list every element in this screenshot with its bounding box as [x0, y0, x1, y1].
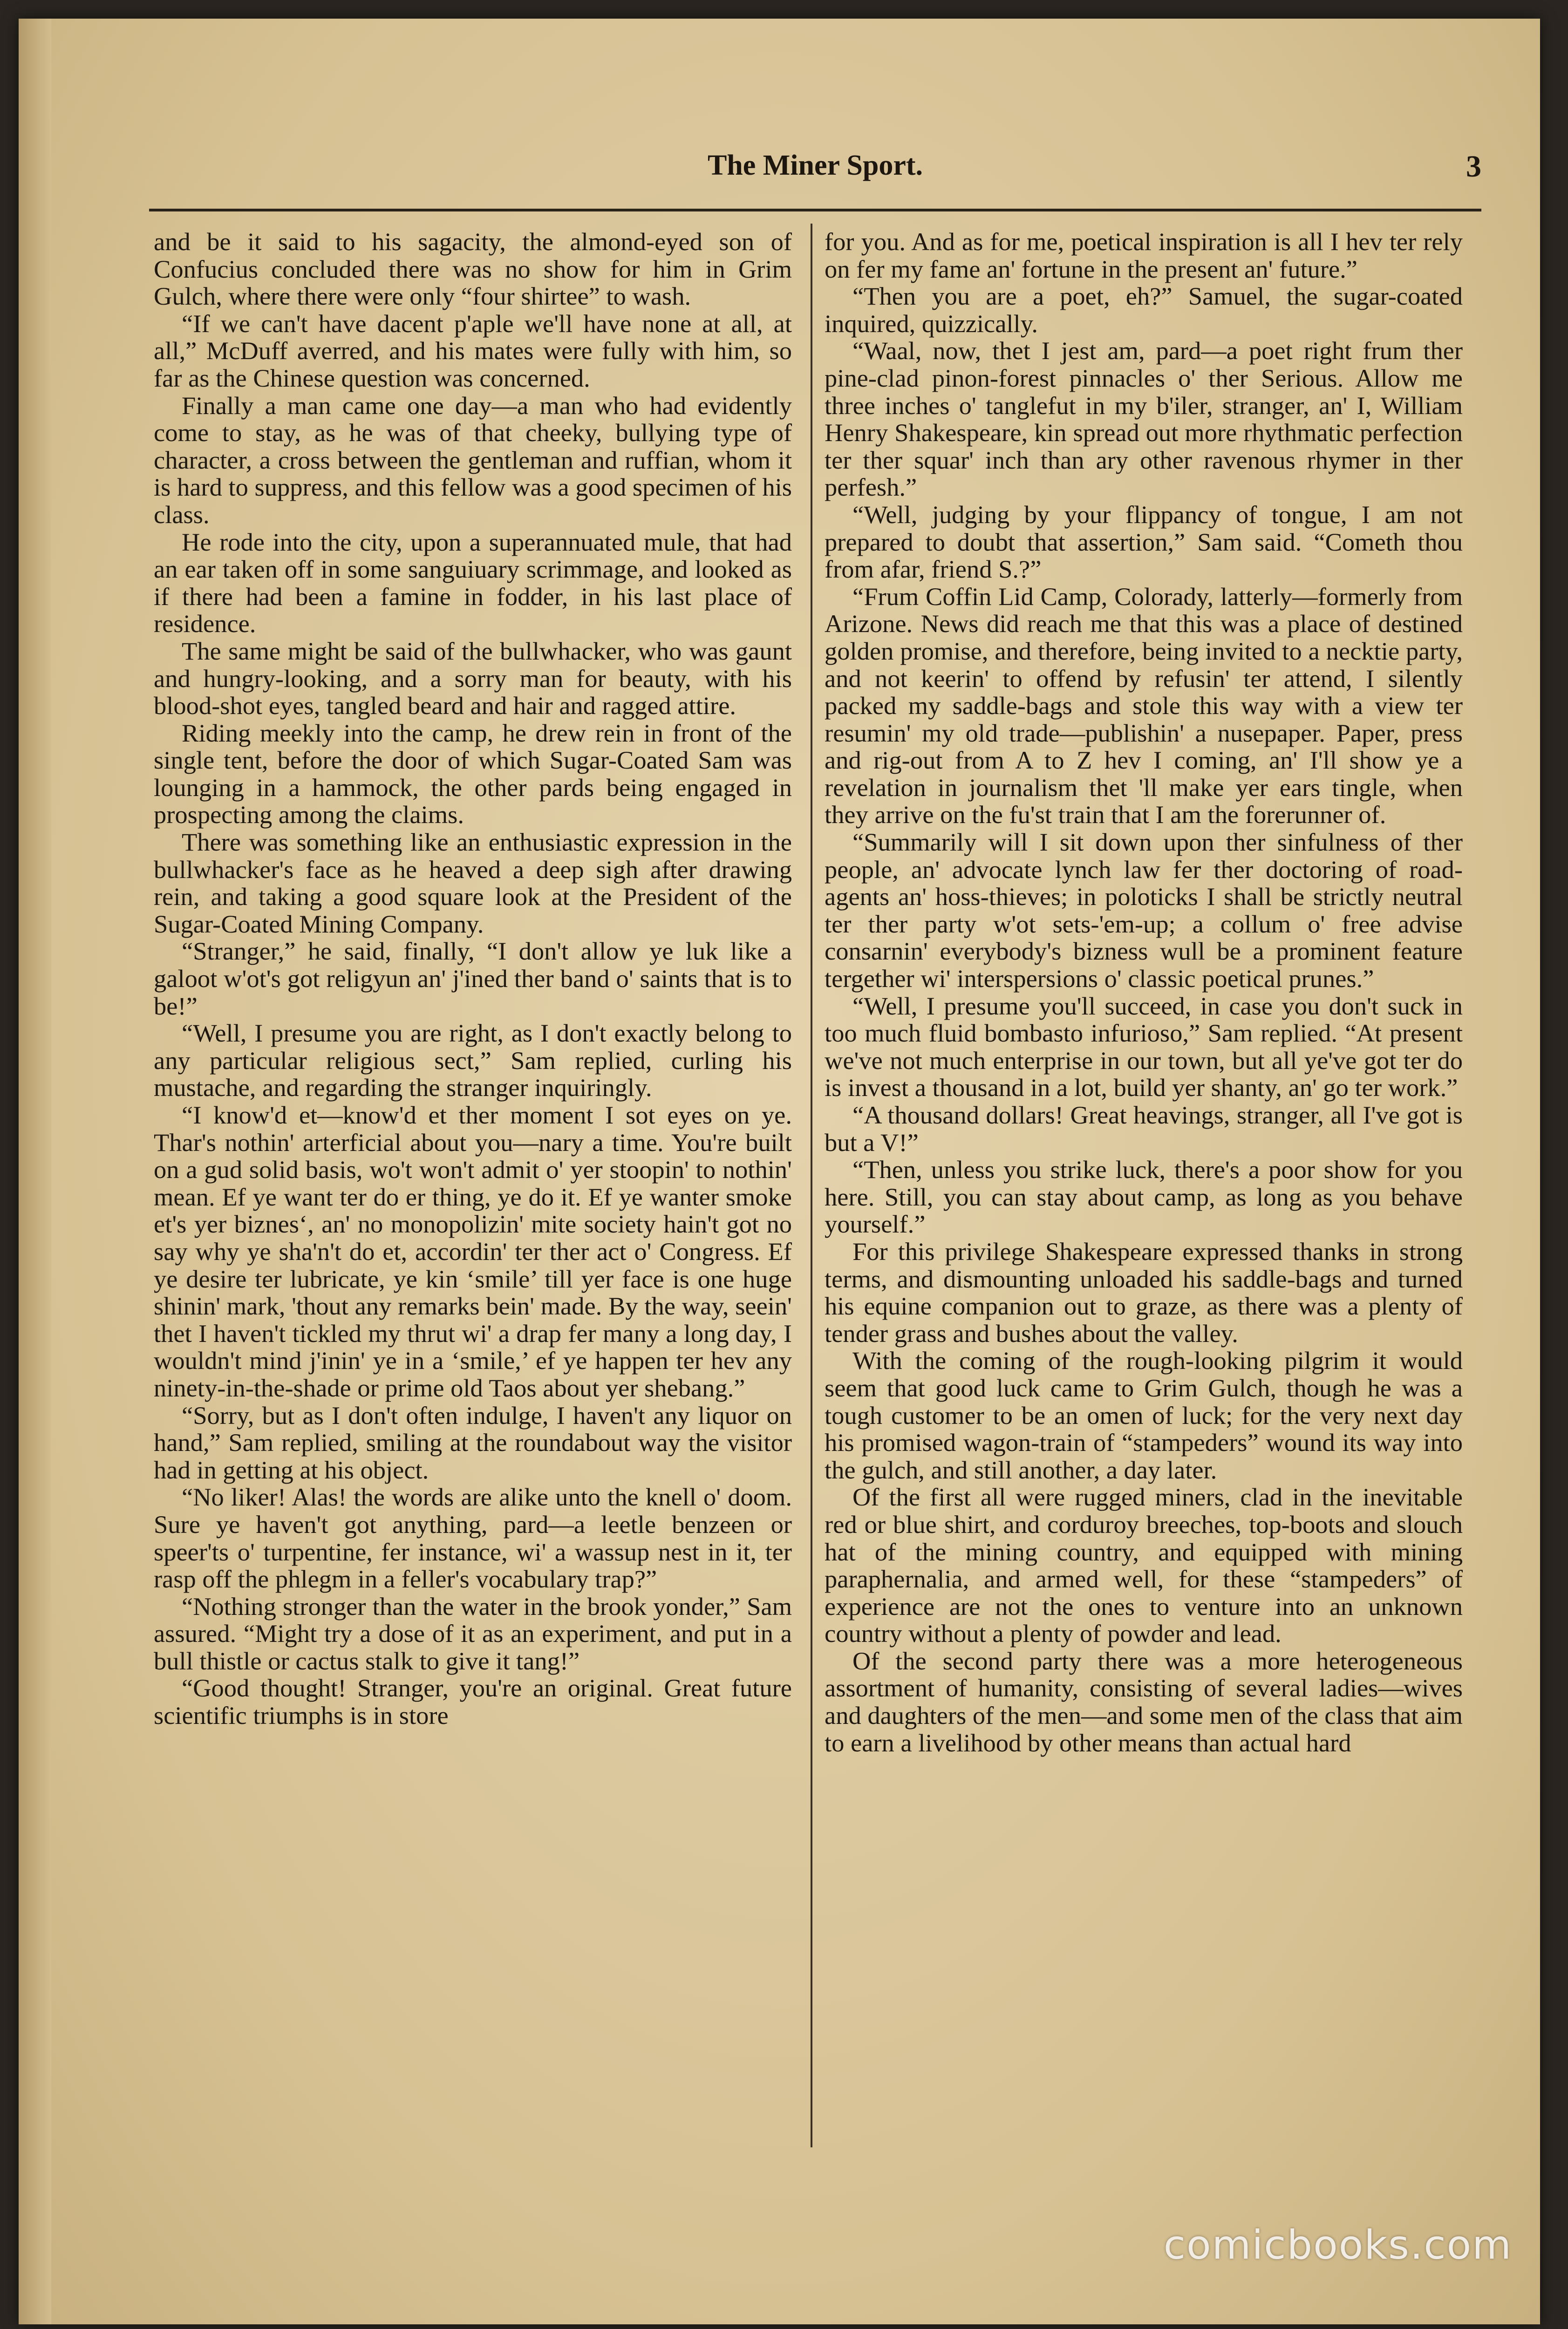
paragraph: “Stranger,” he said, finally, “I don't allow ye luk like a galoot w'ot's got religyun an' j'ined ther band o' saints that is to be!”	[154, 937, 792, 1020]
paragraph: “Waal, now, thet I jest am, pard—a poet right frum ther pine-clad pinon-forest pinnacles o' ther Serious. Allow me three inches o' tanglefut in my b'iler, stranger, an' I, William Henry Shakespeare, kin spread out more rhythmatic perfection ter ther squar' inch than ary other ravenous rhymer in ther perfesh.”	[825, 336, 1463, 502]
book-page	[19, 19, 1540, 2324]
paragraph: for you. And as for me, poetical inspiration is all I hev ter rely on fer my fame an' fortune in the present an' future.”	[825, 227, 1463, 283]
running-header	[149, 149, 1481, 205]
paragraph: “I know'd et—know'd et ther moment I sot eyes on ye. Thar's nothin' arterficial about you—nary a time. You're built on a gud solid basis, wo't won't admit o' yer stoopin' to nothin' mean. Ef ye want ter do er thing, ye do it. Ef ye wanter smoke et's yer biznesʻ, an' no monopolizin' mite society hain't got no say why ye sha'n't do et, accordin' ter ther act o' Congress. Ef ye desire ter lubricate, ye kin ‘smile’ till yer face is one huge shinin' mark, 'thout any remarks bein' made. By the way, seein' thet I haven't tickled my thrut wi' a drap fer many a long day, I wouldn't mind j'inin' ye in a ‘smile,’ ef ye happen ter hev any ninety-in-the-shade or prime old Taos about yer shebang.”	[154, 1101, 792, 1402]
page-spine	[19, 19, 51, 2324]
paragraph: “Frum Coffin Lid Camp, Colorady, latterly—formerly from Arizone. News did reach me that this was a place of destined golden promise, and therefore, being invited to a necktie party, and not keerin' to offend by refusin' ter attend, I silently packed my saddle-bags and stole this way with a view ter resumin' my old trade—publishin' a nusepaper. Paper, press and rig-out from A to Z hev I coming, an' I'll show ye a revelation in journalism thet 'll make yer ears tingle, when they arrive on the fu'st train that I am the forerunner of.	[825, 582, 1463, 829]
paragraph: Finally a man came one day—a man who had evidently come to stay, as he was of that cheeky, bullying type of character, a cross between the gentleman and ruffian, whom it is hard to suppress, and this fellow was a good specimen of his class.	[154, 391, 792, 529]
paragraph: “Well, I presume you'll succeed, in case you don't suck in too much fluid bombasto infurioso,” Sam replied. “At present we've not much enterprise in our town, but all ye've got ter do is invest a thousand in a lot, build yer shanty, an' go ter work.”	[825, 991, 1463, 1102]
site-watermark: comicbooks.com	[1163, 2222, 1512, 2268]
paragraph: “Good thought! Stranger, you're an original. Great future scientific triumphs is in store	[154, 1674, 792, 1730]
paragraph: “No liker! Alas! the words are alike unto the knell o' doom. Sure ye haven't got anything, pard—a leetle benzeen or speer'ts o' turpentine, fer instance, wi' a wassup nest in it, ter rasp off the phlegm in a feller's vocabulary trap?”	[154, 1483, 792, 1594]
paragraph: The same might be said of the bullwhacker, who was gaunt and hungry-looking, and a sorry man for beauty, with his blood-shot eyes, tangled beard and hair and ragged attire.	[154, 636, 792, 720]
left-column	[154, 228, 792, 1730]
page-title: The Miner Sport.	[707, 150, 923, 181]
paragraph: “Sorry, but as I don't often indulge, I haven't any liquor on hand,” Sam replied, smiling at the roundabout way the visitor had in getting at his object.	[154, 1401, 792, 1484]
paragraph: “Nothing stronger than the water in the brook yonder,” Sam assured. “Might try a dose of it as an experiment, and put in a bull thistle or cactus stalk to give it tang!”	[154, 1592, 792, 1675]
header-rule	[149, 209, 1481, 211]
page-number: 3	[1466, 150, 1481, 184]
paragraph: “Summarily will I sit down upon ther sinfulness of ther people, an' advocate lynch law fer ther doctoring of road-agents an' hoss-thieves; in poloticks I shall be strictly neutral ter ther party w'ot sets-'em-up; a collum o' free advise consarnin' everybody's bizness wull be a prominent feature tergether wi' interspersions o' classic poetical prunes.”	[825, 828, 1463, 993]
paragraph: Of the first all were rugged miners, clad in the inevitable red or blue shirt, and corduroy breeches, top-boots and slouch hat of the mining country, and equipped with mining paraphernalia, and armed well, for these “stampeders” of experience are not the ones to venture into an unknown country without a plenty of powder and lead.	[825, 1483, 1463, 1648]
paragraph: “Well, I presume you are right, as I don't exactly belong to any particular religious sect,” Sam replied, curling his mustache, and regarding the stranger inquiringly.	[154, 1019, 792, 1102]
right-column	[825, 228, 1463, 1757]
paragraph: For this privilege Shakespeare expressed thanks in strong terms, and dismounting unloaded his saddle-bags and turned his equine companion out to graze, as there was a plenty of tender grass and bushes about the valley.	[825, 1237, 1463, 1348]
paragraph: “Well, judging by your flippancy of tongue, I am not prepared to doubt that assertion,” Sam said. “Cometh thou from afar, friend S.?”	[825, 500, 1463, 584]
paragraph: “If we can't have dacent p'aple we'll have none at all, at all,” McDuff averred, and his mates were fully with him, so far as the Chinese question was concerned.	[154, 309, 792, 392]
paragraph: With the coming of the rough-looking pilgrim it would seem that good luck came to Grim Gulch, though he was a tough customer to be an omen of luck; for the very next day his promised wagon-train of “stampeders” wound its way into the gulch, and still another, a day later.	[825, 1346, 1463, 1484]
paragraph: Riding meekly into the camp, he drew rein in front of the single tent, before the door of which Sugar-Coated Sam was lounging in a hammock, the other pards being engaged in prospecting among the claims.	[154, 718, 792, 829]
paragraph: He rode into the city, upon a superannuated mule, that had an ear taken off in some sanguiuary scrimmage, and looked as if there had been a famine in fodder, in his last place of residence.	[154, 527, 792, 638]
paragraph: “A thousand dollars! Great heavings, stranger, all I've got is but a V!”	[825, 1101, 1463, 1157]
paragraph: Of the second party there was a more heterogeneous assortment of humanity, consisting of several ladies—wives and daughters of the men—and some men of the class that aim to earn a livelihood by other means than actual hard	[825, 1646, 1463, 1757]
paragraph: “Then you are a poet, eh?” Samuel, the sugar-coated inquired, quizzically.	[825, 282, 1463, 338]
paragraph: “Then, unless you strike luck, there's a poor show for you here. Still, you can stay about camp, as long as you behave yourself.”	[825, 1155, 1463, 1239]
paragraph: There was something like an enthusiastic expression in the bullwhacker's face as he heaved a deep sigh after drawing rein, and taking a good square look at the President of the Sugar-Coated Mining Company.	[154, 828, 792, 938]
paragraph: and be it said to his sagacity, the almond-eyed son of Confucius concluded there was no show for him in Grim Gulch, where there were only “four shirtee” to wash.	[154, 227, 792, 311]
column-divider	[811, 224, 812, 2147]
